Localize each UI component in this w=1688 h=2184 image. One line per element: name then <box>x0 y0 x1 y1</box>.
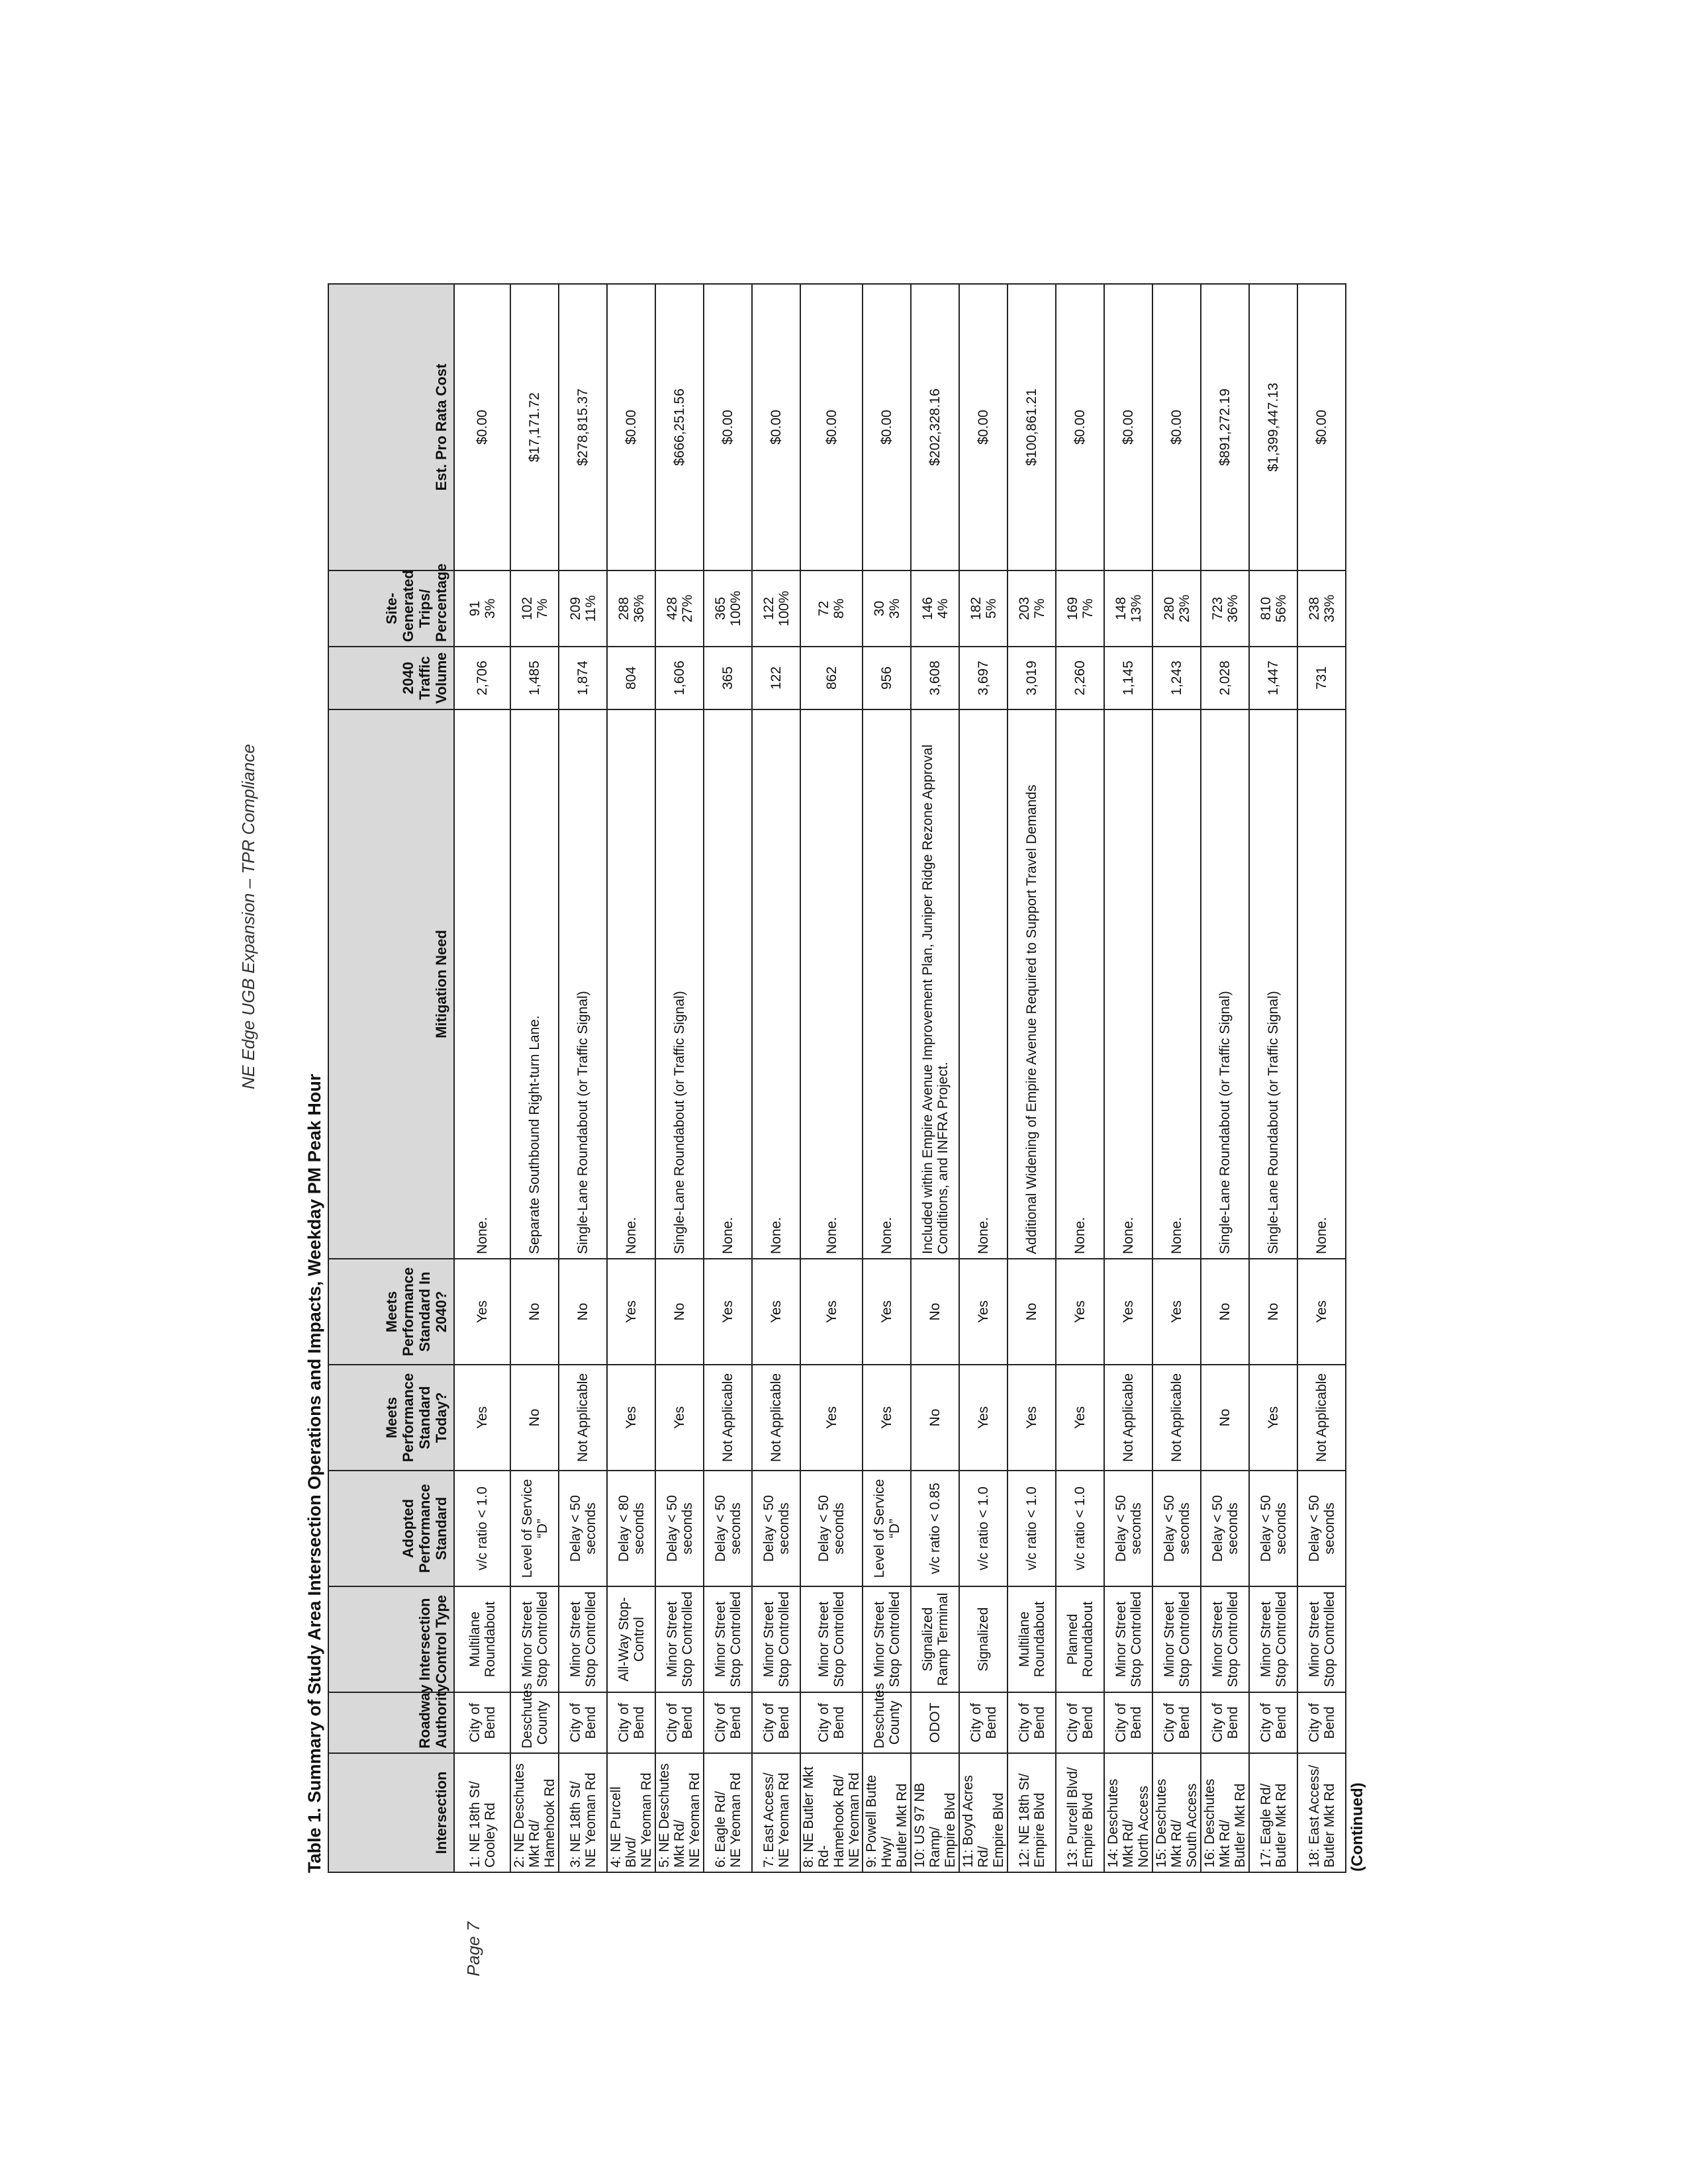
trips-percentage: 33% <box>1321 594 1337 623</box>
y2040-cell: No <box>1008 1259 1056 1365</box>
mitigation-cell: None. <box>752 709 800 1259</box>
standard-cell: v/c ratio < 1.0 <box>1056 1471 1104 1586</box>
table-row <box>1008 284 1056 1872</box>
control-cell: All-Way Stop-Control <box>607 1586 655 1692</box>
today-cell: Yes <box>655 1365 704 1471</box>
table-row <box>454 284 510 1872</box>
authority-cell: Deschutes County <box>863 1692 911 1753</box>
standard-cell: Level of Service “D” <box>863 1471 911 1586</box>
trips-percentage: 7% <box>534 598 550 619</box>
trips-cell <box>1008 570 1056 647</box>
authority-cell: City of Bend <box>655 1692 704 1753</box>
mitigation-cell: None. <box>454 709 510 1259</box>
y2040-cell: Yes <box>704 1259 752 1365</box>
trips-cell <box>510 570 559 647</box>
trips-value: 148 <box>1113 596 1129 621</box>
trips-value: 238 <box>1306 596 1322 621</box>
trips-cell <box>704 570 752 647</box>
standard-cell: Delay < 50 seconds <box>704 1471 752 1586</box>
authority-cell: City of Bend <box>1104 1692 1152 1753</box>
y2040-cell: Yes <box>1297 1259 1346 1365</box>
volume-cell: 3,608 <box>911 647 959 709</box>
column-header: Meets Performance Standard Today? <box>328 1365 454 1471</box>
mitigation-cell: Single-Lane Roundabout (or Traffic Signal) <box>655 709 704 1259</box>
control-cell: Minor Street Stop Controlled <box>800 1586 863 1692</box>
trips-value: 203 <box>1016 596 1032 621</box>
trips-value: 209 <box>567 596 583 621</box>
trips-cell <box>1056 570 1104 647</box>
trips-cell <box>1297 570 1346 647</box>
authority-cell: City of Bend <box>1297 1692 1346 1753</box>
authority-cell: City of Bend <box>1249 1692 1297 1753</box>
standard-cell: Level of Service “D” <box>510 1471 559 1586</box>
mitigation-cell: Single-Lane Roundabout (or Traffic Signal) <box>1249 709 1297 1259</box>
volume-cell: 365 <box>704 647 752 709</box>
intersection-cell: 18: East Access/ Butler Mkt Rd <box>1297 1753 1346 1872</box>
trips-cell <box>559 570 607 647</box>
authority-cell: City of Bend <box>800 1692 863 1753</box>
authority-cell: City of Bend <box>1008 1692 1056 1753</box>
today-cell: Not Applicable <box>1297 1365 1346 1471</box>
control-cell: Multilane Roundabout <box>454 1586 510 1692</box>
mitigation-cell: None. <box>607 709 655 1259</box>
volume-cell: 2,260 <box>1056 647 1104 709</box>
trips-percentage: 36% <box>1225 594 1241 623</box>
trips-value: 72 <box>816 600 831 617</box>
trips-cell <box>1249 570 1297 647</box>
authority-cell: ODOT <box>911 1692 959 1753</box>
trips-percentage: 3% <box>886 598 902 619</box>
today-cell: Not Applicable <box>1152 1365 1201 1471</box>
table-row <box>1249 284 1297 1872</box>
today-cell: Yes <box>959 1365 1008 1471</box>
intersection-cell: 5: NE Deschutes Mkt Rd/ NE Yeoman Rd <box>655 1753 704 1872</box>
volume-cell: 122 <box>752 647 800 709</box>
trips-cell <box>1152 570 1201 647</box>
control-cell: Minor Street Stop Controlled <box>1297 1586 1346 1692</box>
intersection-cell: 13: Purcell Blvd/ Empire Blvd <box>1056 1753 1104 1872</box>
column-header: 2040 Traffic Volume <box>328 647 454 709</box>
y2040-cell: Yes <box>607 1259 655 1365</box>
table-title: Table 1. Summary of Study Area Intersection Operations and Impacts, Weekday PM Peak Hour <box>305 1073 324 1873</box>
table-row <box>911 284 959 1872</box>
trips-value: 146 <box>919 596 935 621</box>
cost-cell: $0.00 <box>607 284 655 570</box>
trips-percentage: 7% <box>1080 598 1096 619</box>
trips-percentage: 23% <box>1176 594 1192 623</box>
mitigation-cell: None. <box>800 709 863 1259</box>
y2040-cell: Yes <box>1152 1259 1201 1365</box>
today-cell: Not Applicable <box>1104 1365 1152 1471</box>
cost-cell: $17,171.72 <box>510 284 559 570</box>
table-row <box>863 284 911 1872</box>
today-cell: Yes <box>1008 1365 1056 1471</box>
cost-cell: $0.00 <box>1297 284 1346 570</box>
today-cell: No <box>911 1365 959 1471</box>
standard-cell: Delay < 50 seconds <box>559 1471 607 1586</box>
control-cell: Minor Street Stop Controlled <box>1152 1586 1201 1692</box>
intersection-cell: 1: NE 18th St/ Cooley Rd <box>454 1753 510 1872</box>
control-cell: Minor Street Stop Controlled <box>559 1586 607 1692</box>
trips-percentage: 100% <box>776 590 792 627</box>
cost-cell: $891,272.19 <box>1201 284 1249 570</box>
trips-percentage: 4% <box>935 598 951 619</box>
trips-value: 122 <box>761 596 776 621</box>
standard-cell: v/c ratio < 1.0 <box>1008 1471 1056 1586</box>
intersection-cell: 2: NE Deschutes Mkt Rd/ Hamehook Rd <box>510 1753 559 1872</box>
authority-cell: City of Bend <box>752 1692 800 1753</box>
standard-cell: Delay < 50 seconds <box>752 1471 800 1586</box>
control-cell: Minor Street Stop Controlled <box>752 1586 800 1692</box>
table-row <box>959 284 1008 1872</box>
column-header: Intersection <box>328 1753 454 1872</box>
today-cell: Yes <box>800 1365 863 1471</box>
control-cell: Minor Street Stop Controlled <box>510 1586 559 1692</box>
table-row <box>655 284 704 1872</box>
today-cell: No <box>510 1365 559 1471</box>
volume-cell: 1,485 <box>510 647 559 709</box>
trips-cell <box>752 570 800 647</box>
standard-cell: Delay < 50 seconds <box>1297 1471 1346 1586</box>
trips-percentage: 36% <box>631 594 647 623</box>
mitigation-cell: None. <box>704 709 752 1259</box>
intersection-cell: 8: NE Butler Mkt Rd- Hamehook Rd/ NE Yeoman Rd <box>800 1753 863 1872</box>
trips-value: 102 <box>519 596 535 621</box>
trips-value: 169 <box>1064 596 1080 621</box>
authority-cell: City of Bend <box>1152 1692 1201 1753</box>
trips-value: 365 <box>712 596 728 621</box>
table-header-row <box>328 284 454 1872</box>
y2040-cell: Yes <box>959 1259 1008 1365</box>
intersection-cell: 17: Eagle Rd/ Butler Mkt Rd <box>1249 1753 1297 1872</box>
cost-cell: $0.00 <box>863 284 911 570</box>
volume-cell: 956 <box>863 647 911 709</box>
volume-cell: 731 <box>1297 647 1346 709</box>
mitigation-cell: Included within Empire Avenue Improvement Plan, Juniper Ridge Rezone Approval Conditions, and INFRA Project. <box>911 709 959 1259</box>
standard-cell: Delay < 50 seconds <box>1249 1471 1297 1586</box>
cost-cell: $202,328.16 <box>911 284 959 570</box>
intersection-cell: 4: NE Purcell Blvd/ NE Yeoman Rd <box>607 1753 655 1872</box>
mitigation-cell: Single-Lane Roundabout (or Traffic Signal) <box>559 709 607 1259</box>
y2040-cell: Yes <box>863 1259 911 1365</box>
intersection-cell: 10: US 97 NB Ramp/ Empire Blvd <box>911 1753 959 1872</box>
today-cell: Not Applicable <box>704 1365 752 1471</box>
trips-value: 288 <box>616 596 632 621</box>
trips-cell <box>911 570 959 647</box>
control-cell: Minor Street Stop Controlled <box>863 1586 911 1692</box>
cost-cell: $0.00 <box>454 284 510 570</box>
trips-percentage: 5% <box>983 598 999 619</box>
volume-cell: 2,706 <box>454 647 510 709</box>
mitigation-cell: Additional Widening of Empire Avenue Required to Support Travel Demands <box>1008 709 1056 1259</box>
standard-cell: v/c ratio < 1.0 <box>959 1471 1008 1586</box>
table-row <box>1201 284 1249 1872</box>
today-cell: Yes <box>1056 1365 1104 1471</box>
trips-percentage: 8% <box>831 598 847 619</box>
authority-cell: City of Bend <box>1201 1692 1249 1753</box>
trips-cell <box>1104 570 1152 647</box>
table-row <box>752 284 800 1872</box>
y2040-cell: Yes <box>454 1259 510 1365</box>
today-cell: Yes <box>863 1365 911 1471</box>
trips-value: 182 <box>968 596 984 621</box>
summary-table <box>328 283 1346 1873</box>
today-cell: Not Applicable <box>559 1365 607 1471</box>
table-row <box>559 284 607 1872</box>
standard-cell: v/c ratio < 1.0 <box>454 1471 510 1586</box>
cost-cell: $666,251.56 <box>655 284 704 570</box>
column-header: Est. Pro Rata Cost <box>328 284 454 570</box>
table-row <box>1152 284 1201 1872</box>
intersection-cell: 7: East Access/ NE Yeoman Rd <box>752 1753 800 1872</box>
running-header: NE Edge UGB Expansion – TPR Compliance <box>238 744 258 1089</box>
standard-cell: Delay < 50 seconds <box>655 1471 704 1586</box>
authority-cell: Deschutes County <box>510 1692 559 1753</box>
volume-cell: 1,447 <box>1249 647 1297 709</box>
table-row <box>1297 284 1346 1872</box>
standard-cell: Delay < 50 seconds <box>1201 1471 1249 1586</box>
control-cell: Signalized Ramp Terminal <box>911 1586 959 1692</box>
mitigation-cell: Separate Southbound Right-turn Lane. <box>510 709 559 1259</box>
table-block <box>301 285 1369 1873</box>
today-cell: Yes <box>1249 1365 1297 1471</box>
table-row <box>1056 284 1104 1872</box>
continued-note: (Continued) <box>1348 1782 1366 1872</box>
table-row <box>1104 284 1152 1872</box>
volume-cell: 1,606 <box>655 647 704 709</box>
control-cell: Minor Street Stop Controlled <box>1249 1586 1297 1692</box>
volume-cell: 1,874 <box>559 647 607 709</box>
column-header: Meets Performance Standard In 2040? <box>328 1259 454 1365</box>
column-header: Intersection Control Type <box>328 1586 454 1692</box>
volume-cell: 3,697 <box>959 647 1008 709</box>
trips-cell <box>655 570 704 647</box>
trips-percentage: 7% <box>1031 598 1047 619</box>
cost-cell: $0.00 <box>704 284 752 570</box>
cost-cell: $0.00 <box>959 284 1008 570</box>
volume-cell: 2,028 <box>1201 647 1249 709</box>
y2040-cell: No <box>1249 1259 1297 1365</box>
trips-value: 91 <box>467 600 483 617</box>
mitigation-cell: None. <box>1104 709 1152 1259</box>
authority-cell: City of Bend <box>607 1692 655 1753</box>
column-header: Mitigation Need <box>328 709 454 1259</box>
trips-percentage: 13% <box>1128 594 1144 623</box>
intersection-cell: 6: Eagle Rd/ NE Yeoman Rd <box>704 1753 752 1872</box>
control-cell: Multilane Roundabout <box>1008 1586 1056 1692</box>
volume-cell: 804 <box>607 647 655 709</box>
volume-cell: 1,145 <box>1104 647 1152 709</box>
authority-cell: City of Bend <box>704 1692 752 1753</box>
y2040-cell: Yes <box>800 1259 863 1365</box>
y2040-cell: Yes <box>1104 1259 1152 1365</box>
volume-cell: 3,019 <box>1008 647 1056 709</box>
y2040-cell: No <box>911 1259 959 1365</box>
control-cell: Minor Street Stop Controlled <box>655 1586 704 1692</box>
page-number: Page 7 <box>463 1921 483 1977</box>
control-cell: Minor Street Stop Controlled <box>1201 1586 1249 1692</box>
intersection-cell: 12: NE 18th St/ Empire Blvd <box>1008 1753 1056 1872</box>
table-row <box>704 284 752 1872</box>
authority-cell: City of Bend <box>454 1692 510 1753</box>
trips-cell <box>800 570 863 647</box>
standard-cell: Delay < 50 seconds <box>1152 1471 1201 1586</box>
intersection-cell: 9: Powell Butte Hwy/ Butler Mkt Rd <box>863 1753 911 1872</box>
mitigation-cell: None. <box>1152 709 1201 1259</box>
today-cell: Yes <box>454 1365 510 1471</box>
column-header: Site-Generated Trips/ Percentage <box>328 570 454 647</box>
control-cell: Planned Roundabout <box>1056 1586 1104 1692</box>
cost-cell: $0.00 <box>752 284 800 570</box>
table-row <box>510 284 559 1872</box>
intersection-cell: 16: Deschutes Mkt Rd/ Butler Mkt Rd <box>1201 1753 1249 1872</box>
cost-cell: $0.00 <box>1056 284 1104 570</box>
trips-cell <box>863 570 911 647</box>
intersection-cell: 15: Deschutes Mkt Rd/ South Access <box>1152 1753 1201 1872</box>
standard-cell: Delay < 50 seconds <box>800 1471 863 1586</box>
today-cell: Yes <box>607 1365 655 1471</box>
y2040-cell: No <box>510 1259 559 1365</box>
y2040-cell: No <box>559 1259 607 1365</box>
trips-value: 280 <box>1161 596 1177 621</box>
y2040-cell: No <box>655 1259 704 1365</box>
trips-value: 723 <box>1209 596 1225 621</box>
control-cell: Minor Street Stop Controlled <box>1104 1586 1152 1692</box>
intersection-cell: 3: NE 18th St/ NE Yeoman Rd <box>559 1753 607 1872</box>
column-header: Adopted Performance Standard <box>328 1471 454 1586</box>
cost-cell: $0.00 <box>800 284 863 570</box>
trips-percentage: 27% <box>679 594 695 623</box>
mitigation-cell: None. <box>1297 709 1346 1259</box>
volume-cell: 1,243 <box>1152 647 1201 709</box>
trips-percentage: 56% <box>1273 594 1289 623</box>
volume-cell: 862 <box>800 647 863 709</box>
standard-cell: Delay < 80 seconds <box>607 1471 655 1586</box>
mitigation-cell: Single-Lane Roundabout (or Traffic Signal) <box>1201 709 1249 1259</box>
trips-cell <box>959 570 1008 647</box>
table-row <box>607 284 655 1872</box>
today-cell: No <box>1201 1365 1249 1471</box>
authority-cell: City of Bend <box>559 1692 607 1753</box>
control-cell: Signalized <box>959 1586 1008 1692</box>
trips-value: 30 <box>871 600 887 617</box>
cost-cell: $1,399,447.13 <box>1249 284 1297 570</box>
table-row <box>800 284 863 1872</box>
standard-cell: Delay < 50 seconds <box>1104 1471 1152 1586</box>
trips-cell <box>607 570 655 647</box>
authority-cell: City of Bend <box>959 1692 1008 1753</box>
y2040-cell: No <box>1201 1259 1249 1365</box>
mitigation-cell: None. <box>959 709 1008 1259</box>
trips-cell <box>1201 570 1249 647</box>
today-cell: Not Applicable <box>752 1365 800 1471</box>
cost-cell: $0.00 <box>1104 284 1152 570</box>
trips-percentage: 100% <box>727 590 743 627</box>
cost-cell: $100,861.21 <box>1008 284 1056 570</box>
cost-cell: $278,815.37 <box>559 284 607 570</box>
mitigation-cell: None. <box>1056 709 1104 1259</box>
intersection-cell: 11: Boyd Acres Rd/ Empire Blvd <box>959 1753 1008 1872</box>
standard-cell: v/c ratio < 0.85 <box>911 1471 959 1586</box>
mitigation-cell: None. <box>863 709 911 1259</box>
intersection-cell: 14: Deschutes Mkt Rd/ North Access <box>1104 1753 1152 1872</box>
trips-percentage: 11% <box>583 595 598 622</box>
y2040-cell: Yes <box>752 1259 800 1365</box>
y2040-cell: Yes <box>1056 1259 1104 1365</box>
control-cell: Minor Street Stop Controlled <box>704 1586 752 1692</box>
trips-percentage: 3% <box>482 598 498 619</box>
trips-value: 428 <box>664 596 680 621</box>
trips-value: 810 <box>1258 596 1274 621</box>
authority-cell: City of Bend <box>1056 1692 1104 1753</box>
trips-cell <box>454 570 510 647</box>
cost-cell: $0.00 <box>1152 284 1201 570</box>
column-header: Roadway Authority <box>328 1692 454 1753</box>
